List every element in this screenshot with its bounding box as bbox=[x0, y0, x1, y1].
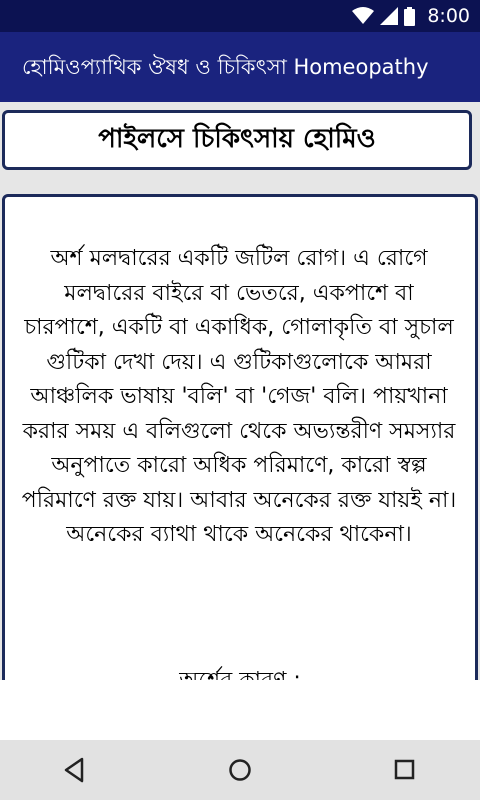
article-paragraph: অর্শ মলদ্বারের একটি জটিল রোগ। এ রোগে মলদ্বারের বাইরে বা ভেতরে, একপাশে বা চারপাশে, একটি বা একাধিক, গোলাকৃতি বা সুচাল গুটিকা দেখা দেয়। এ গুটিকাগুলোকে আমরা আঞ্চলিক ভাষায় 'বলি' বা 'গেজ' বলি। পায়খানা করার সময় এ বলিগুলো থেকে অভ্যন্তরীণ সমস্যার অনুপাতে কারো অধিক পরিমাণে, কারো স্বল্প পরিমাণে রক্ত যায়। আবার অনেকের রক্ত যায়ই না। অনেকের ব্যাথা থাকে অনেকের থাকেনা। bbox=[21, 246, 457, 547]
cellular-signal-icon bbox=[380, 7, 398, 25]
app-title: হোমিওপ্যাথিক ঔষধ ও চিকিৎসা Homeopathy bbox=[22, 55, 429, 79]
battery-icon bbox=[404, 7, 415, 26]
article-heading: পাইলসে চিকিৎসায় হোমিও bbox=[98, 124, 376, 154]
article-content-card[interactable] bbox=[2, 194, 478, 714]
status-icons bbox=[352, 0, 470, 32]
status-bar bbox=[0, 0, 480, 32]
status-time: 8:00 bbox=[427, 5, 470, 27]
bottom-blank-area bbox=[0, 680, 480, 740]
recents-button[interactable] bbox=[385, 750, 425, 790]
home-button[interactable] bbox=[220, 750, 260, 790]
wifi-icon bbox=[352, 7, 374, 25]
navigation-bar bbox=[0, 740, 480, 800]
back-button[interactable] bbox=[54, 750, 94, 790]
article-heading-card bbox=[2, 110, 472, 170]
app-bar bbox=[0, 32, 480, 102]
